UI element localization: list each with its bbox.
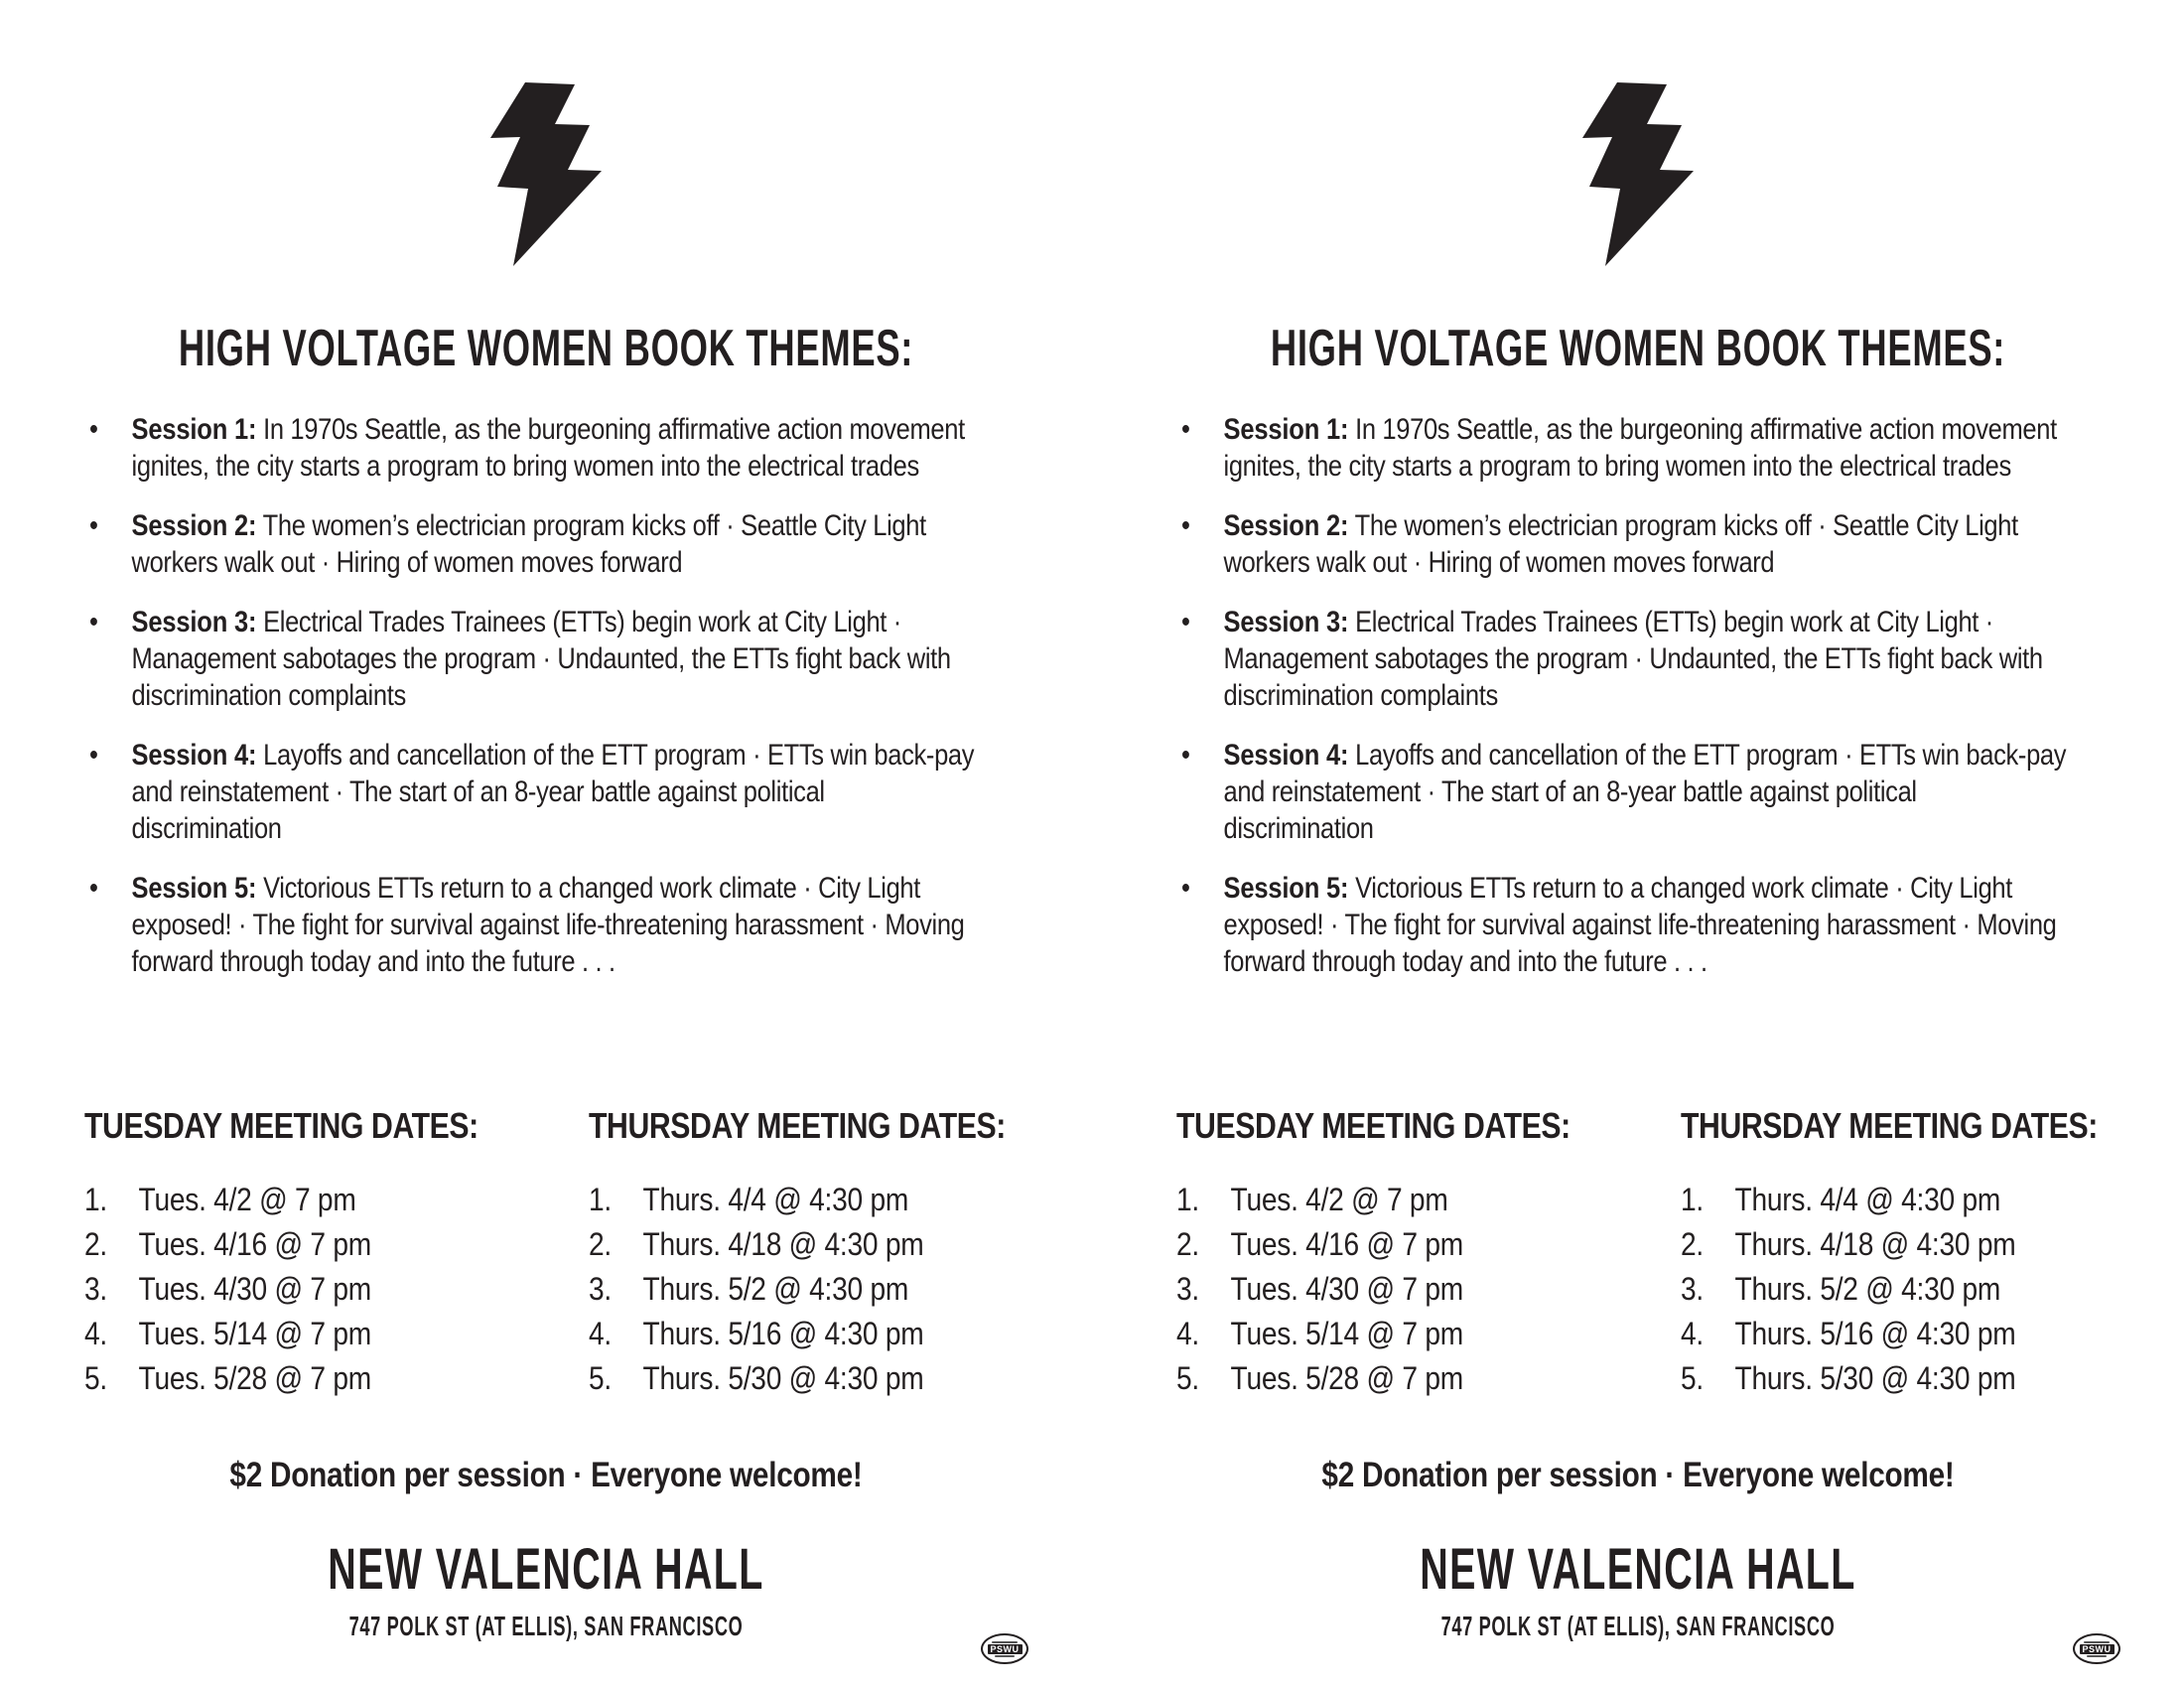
thursday-dates-column [589,1105,1085,1401]
item-number: 4. [84,1316,107,1351]
list-item-session-3 [89,604,984,714]
session-text: Session 4: Layoffs and cancellation of the ETT program · ETTs win back-pay and reinstatement · The start of an 8-year battle against political discrimination [131,739,975,845]
list-item [1681,1222,2117,1267]
bullet-icon: • [1181,872,1190,905]
item-number: 1. [589,1182,612,1217]
session-text: Session 5: Victorious ETTs return to a changed work climate · City Light exposed! · The fight for survival against life-threatening harassment · Moving forward through today and into the future . . . [1223,872,2057,978]
list-item [589,1178,1025,1222]
item-text: Thurs. 4/18 @ 4:30 pm [642,1226,924,1262]
item-number: 2. [84,1226,107,1262]
item-number: 1. [1176,1182,1199,1217]
tuesday-dates-column [1176,1105,1673,1401]
pswu-union-label [2073,1633,2120,1664]
list-item [84,1356,521,1401]
bullet-icon: • [1181,413,1190,446]
list-item [1176,1222,1613,1267]
list-item-session-3 [1181,604,2076,714]
list-item [589,1312,1025,1356]
bullet-icon: • [1181,606,1190,638]
item-text: Thurs. 5/16 @ 4:30 pm [642,1316,924,1351]
item-number: 1. [1681,1182,1704,1217]
thursday-dates-heading: THURSDAY MEETING DATES: [1681,1105,2098,1146]
donation-note: $2 Donation per session · Everyone welcome! [1321,1456,1955,1494]
session-text: Session 3: Electrical Trades Trainees (ETTs) begin work at City Light · Management sabotages the program · Undaunted, the ETTs fight back with discrimination complaints [131,606,951,712]
bullet-icon: • [89,606,98,638]
session-text: Session 5: Victorious ETTs return to a changed work climate · City Light exposed! · The fight for survival against life-threatening harassment · Moving forward through today and into the future . . . [131,872,965,978]
session-text: Session 3: Electrical Trades Trainees (ETTs) begin work at City Light · Management sabotages the program · Undaunted, the ETTs fight back with discrimination complaints [1223,606,2043,712]
list-item [84,1312,521,1356]
venue-address: 747 POLK ST (AT ELLIS), SAN FRANCISCO [348,1611,744,1641]
flyer-title: HIGH VOLTAGE WOMEN BOOK THEMES: [178,320,914,377]
session-text: Session 2: The women’s electrician program kicks off · Seattle City Light workers walk out · Hiring of women moves forward [131,509,926,579]
session-text: Session 4: Layoffs and cancellation of the ETT program · ETTs win back-pay and reinstatement · The start of an 8-year battle against political discrimination [1223,739,2067,845]
item-number: 4. [1681,1316,1704,1351]
session-text: Session 1: In 1970s Seattle, as the burgeoning affirmative action movement ignites, the city starts a program to bring women into the electrical trades [131,413,965,483]
item-text: Thurs. 5/2 @ 4:30 pm [642,1271,909,1307]
list-item-session-5 [1181,870,2076,980]
list-item-session-1 [1181,411,2076,485]
lightning-bolt-icon [0,82,1092,266]
session-text: Session 1: In 1970s Seattle, as the burgeoning affirmative action movement ignites, the city starts a program to bring women into the electrical trades [1223,413,2057,483]
item-text: Tues. 4/2 @ 7 pm [1230,1182,1448,1217]
list-item-session-2 [1181,507,2076,581]
pswu-union-label [981,1633,1028,1664]
donation-note: $2 Donation per session · Everyone welcome! [229,1456,863,1494]
venue-name: NEW VALENCIA HALL [1420,1537,1856,1602]
list-item [589,1222,1025,1267]
item-number: 5. [84,1360,107,1396]
tuesday-dates-column [84,1105,581,1401]
bullet-icon: • [89,413,98,446]
union-label-microtext-line [995,1655,1015,1657]
session-theme-list [89,411,984,1003]
flyer-title: HIGH VOLTAGE WOMEN BOOK THEMES: [1270,320,2006,377]
list-item [589,1356,1025,1401]
session-theme-list [1181,411,2076,1003]
tuesday-date-list [1176,1178,1613,1401]
union-label-microtext-line [2087,1655,2107,1657]
union-label-letters: PSWU [988,1644,1023,1654]
list-item [1176,1178,1613,1222]
tuesday-dates-heading: TUESDAY MEETING DATES: [1176,1105,1570,1146]
list-item [84,1222,521,1267]
thursday-date-list [589,1178,1025,1401]
item-number: 5. [589,1360,612,1396]
bullet-icon: • [89,509,98,542]
list-item [1176,1356,1613,1401]
item-text: Thurs. 5/30 @ 4:30 pm [642,1360,924,1396]
bullet-icon: • [89,739,98,772]
thursday-date-list [1681,1178,2117,1401]
list-item [1176,1312,1613,1356]
item-text: Thurs. 4/4 @ 4:30 pm [1734,1182,2001,1217]
list-item [84,1178,521,1222]
item-text: Tues. 4/2 @ 7 pm [138,1182,356,1217]
union-label-letters: PSWU [2080,1644,2115,1654]
list-item [84,1267,521,1312]
list-item [1681,1267,2117,1312]
list-item-session-4 [1181,737,2076,847]
thursday-dates-heading: THURSDAY MEETING DATES: [589,1105,1006,1146]
item-text: Tues. 4/16 @ 7 pm [1230,1226,1463,1262]
list-item-session-4 [89,737,984,847]
list-item [1681,1356,2117,1401]
lightning-bolt-icon [1092,82,2184,266]
list-item [1681,1178,2117,1222]
item-text: Thurs. 4/18 @ 4:30 pm [1734,1226,2016,1262]
item-text: Tues. 4/30 @ 7 pm [1230,1271,1463,1307]
item-text: Tues. 4/16 @ 7 pm [138,1226,371,1262]
list-item-session-1 [89,411,984,485]
item-text: Tues. 5/28 @ 7 pm [138,1360,371,1396]
item-number: 3. [84,1271,107,1307]
item-text: Thurs. 5/16 @ 4:30 pm [1734,1316,2016,1351]
item-number: 1. [84,1182,107,1217]
item-number: 3. [1681,1271,1704,1307]
session-text: Session 2: The women’s electrician program kicks off · Seattle City Light workers walk out · Hiring of women moves forward [1223,509,2018,579]
list-item [1681,1312,2117,1356]
tuesday-date-list [84,1178,521,1401]
union-label-microtext-line [2084,1641,2110,1643]
bullet-icon: • [1181,739,1190,772]
item-number: 2. [1681,1226,1704,1262]
list-item-session-5 [89,870,984,980]
item-text: Tues. 4/30 @ 7 pm [138,1271,371,1307]
list-item [589,1267,1025,1312]
list-item [1176,1267,1613,1312]
thursday-dates-column [1681,1105,2177,1401]
item-number: 4. [589,1316,612,1351]
item-number: 5. [1681,1360,1704,1396]
tuesday-dates-heading: TUESDAY MEETING DATES: [84,1105,478,1146]
bullet-icon: • [1181,509,1190,542]
item-text: Tues. 5/14 @ 7 pm [1230,1316,1463,1351]
item-text: Tues. 5/14 @ 7 pm [138,1316,371,1351]
venue-name: NEW VALENCIA HALL [328,1537,764,1602]
item-number: 4. [1176,1316,1199,1351]
bullet-icon: • [89,872,98,905]
list-item-session-2 [89,507,984,581]
item-number: 2. [1176,1226,1199,1262]
item-text: Thurs. 4/4 @ 4:30 pm [642,1182,909,1217]
union-label-microtext-line [992,1641,1018,1643]
item-number: 3. [1176,1271,1199,1307]
item-text: Tues. 5/28 @ 7 pm [1230,1360,1463,1396]
item-number: 3. [589,1271,612,1307]
venue-address: 747 POLK ST (AT ELLIS), SAN FRANCISCO [1440,1611,1836,1641]
item-text: Thurs. 5/2 @ 4:30 pm [1734,1271,2001,1307]
item-number: 2. [589,1226,612,1262]
item-text: Thurs. 5/30 @ 4:30 pm [1734,1360,2016,1396]
flyer-panel [1092,0,2184,1688]
item-number: 5. [1176,1360,1199,1396]
